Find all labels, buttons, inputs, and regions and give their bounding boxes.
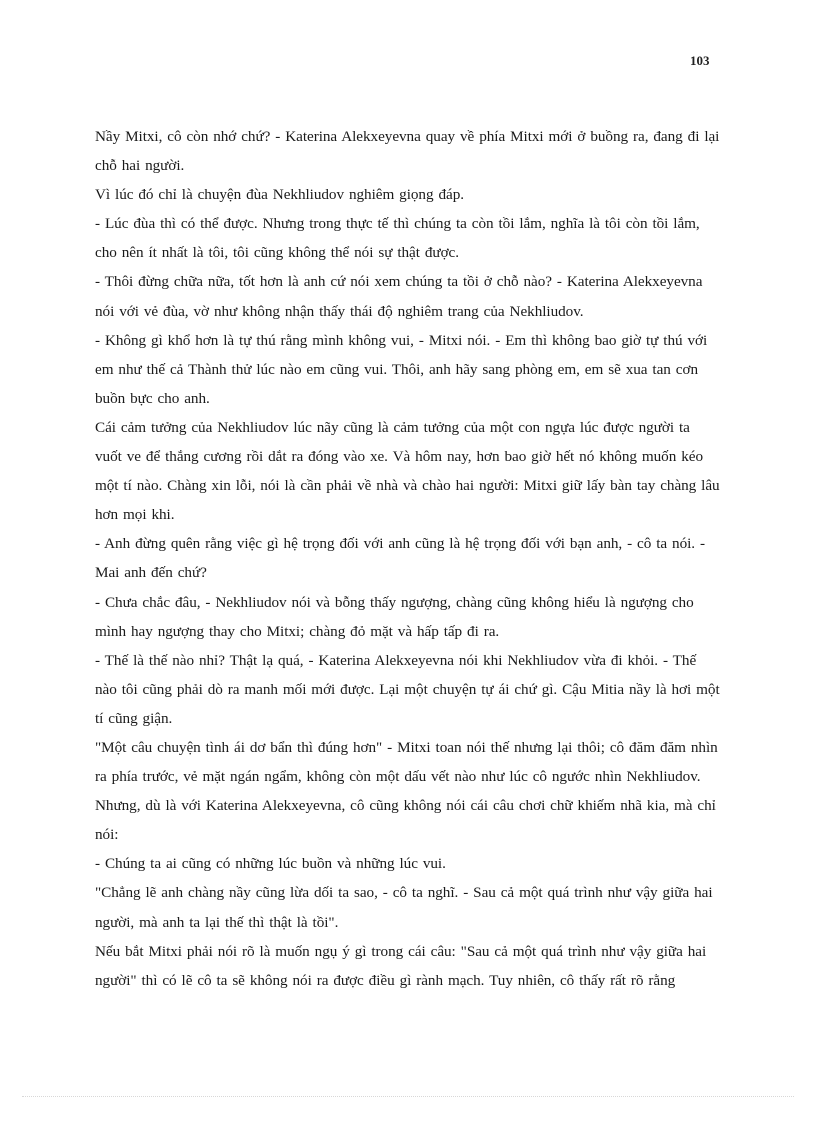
paragraph: Vì lúc đó chỉ là chuyện đùa Nekhliudov nghiêm giọng đáp.: [95, 186, 464, 204]
paragraph: Cái cảm tưởng của Nekhliudov lúc nãy cũng là cảm tưởng của một con ngựa lúc được người ta vuốt ve để thắng cương rồi dắt ra đóng vào xe. Và hôm nay, hơn bao giờ hết nó không muốn kéo một tí nào. Chàng xin lỗi, nói là cần phải về nhà và chào hai người: Mitxi giữ lấy bàn tay chàng lâu hơn mọi khi.: [95, 418, 720, 524]
paragraph: - Lúc đùa thì có thể được. Nhưng trong thực tế thì chúng ta còn tồi lắm, nghĩa là tôi còn tồi lắm, cho nên ít nhất là tôi, tôi cũng không thể nói sự thật được.: [95, 215, 700, 262]
paragraph: - Thế là thế nào nhỉ? Thật lạ quá, - Katerina Alekxeyevna nói khi Nekhliudov vừa đi khỏi. - Thế nào tôi cũng phải dò ra manh mối mới được. Lại một chuyện tự ái chứ gì. Cậu Mitia nầy là hơi một tí cũng giận.: [95, 651, 720, 727]
body-text: [95, 122, 720, 995]
paragraph: - Chưa chắc đâu, - Nekhliudov nói và bỗng thấy ngượng, chàng cũng không hiểu là ngượng cho mình hay ngượng thay cho Mitxi; chàng đỏ mặt và hấp tấp đi ra.: [95, 593, 694, 640]
paragraph: - Anh đừng quên rằng việc gì hệ trọng đối với anh cũng là hệ trọng đối với bạn anh, - cô ta nói. - Mai anh đến chứ?: [95, 535, 705, 582]
paragraph: - Không gì khổ hơn là tự thú rằng mình không vui, - Mitxi nói. - Em thì không bao giờ tự thú với em như thế cả Thành thử lúc nào em cũng vui. Thôi, anh hãy sang phòng em, em sẽ xua tan cơn buồn bực cho anh.: [95, 331, 708, 407]
paragraph: - Chúng ta ai cũng có những lúc buồn và những lúc vui.: [95, 855, 446, 873]
paragraph: "Chẳng lẽ anh chàng nầy cũng lừa dối ta sao, - cô ta nghĩ. - Sau cả một quá trình như vậy giữa hai người, mà anh ta lại thế thì thật là tồi".: [95, 884, 713, 931]
paragraph: Nầy Mitxi, cô còn nhớ chứ? - Katerina Alekxeyevna quay về phía Mitxi mới ở buồng ra, đang đi lại chỗ hai người.: [95, 128, 720, 175]
page-bottom-divider: [22, 1096, 794, 1097]
page-number: 103: [690, 53, 710, 68]
paragraph: Nếu bắt Mitxi phải nói rõ là muốn ngụ ý gì trong cái câu: "Sau cả một quá trình như vậy giữa hai người" thì có lẽ cô ta sẽ không nói ra được điều gì rành mạch. Tuy nhiên, cô thấy rất rõ rằng: [95, 942, 707, 989]
paragraph: - Thôi đừng chữa nữa, tốt hơn là anh cứ nói xem chúng ta tồi ở chỗ nào? - Katerina Alekxeyevna nói với vẻ đùa, vờ như không nhận thấy thái độ nghiêm trang của Nekhliudov.: [95, 273, 703, 320]
paragraph: "Một câu chuyện tình ái dơ bẩn thì đúng hơn" - Mitxi toan nói thế nhưng lại thôi; cô đăm đăm nhìn ra phía trước, vẻ mặt ngán ngẩm, không còn một dấu vết nào như lúc cô ngước nhìn Nekhliudov. Nhưng, dù là với Katerina Alekxeyevna, cô cũng không nói cái câu chơi chữ khiếm nhã kia, mà chỉ nói:: [95, 738, 718, 844]
